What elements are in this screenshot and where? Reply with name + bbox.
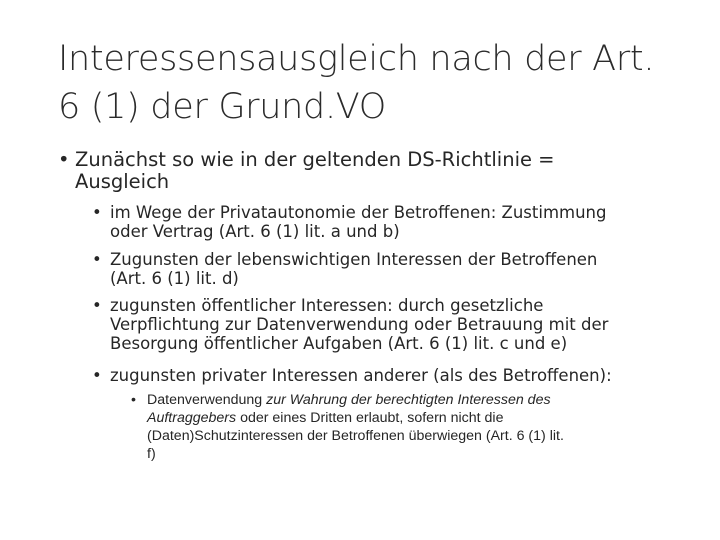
bullet-text-italic: Auftraggebers (147, 410, 237, 426)
slide-title-line-1: Interessensausgleich nach der Art. (58, 39, 655, 79)
bullet-text-line: zugunsten öffentlicher Interessen: durch gesetzliche (110, 296, 544, 315)
bullet-marker: • (92, 296, 102, 315)
bullet-marker: • (92, 250, 102, 269)
bullet-text-line: (Daten)Schutzinteressen der Betroffenen überwiegen (Art. 6 (1) lit. (147, 428, 564, 444)
bullet-text-plain: Datenverwendung (147, 392, 267, 408)
bullet-text-line (147, 409, 564, 427)
bullet-marker: • (92, 203, 102, 222)
bullet-text-line (147, 391, 564, 409)
bullet-text-line: oder Vertrag (Art. 6 (1) lit. a und b) (110, 222, 400, 241)
bullet-marker: • (58, 148, 70, 171)
bullet-text-plain: oder eines Dritten erlaubt, sofern nicht die (236, 410, 504, 426)
bullet-level2 (92, 203, 607, 241)
slide-title (58, 35, 698, 131)
bullet-level2 (92, 250, 598, 288)
bullet-text-line: Besorgung öffentlicher Aufgaben (Art. 6 (1) lit. c und e) (110, 334, 568, 353)
bullet-level2 (92, 296, 609, 353)
slide-title-line-2: 6 (1) der Grund.VO (58, 87, 387, 127)
bullet-level2 (92, 366, 612, 385)
bullet-text-line: Verpflichtung zur Datenverwendung oder Betrauung mit der (110, 315, 609, 334)
bullet-text-line: zugunsten privater Interessen anderer (als des Betroffenen): (110, 366, 612, 385)
bullet-text-line: Ausgleich (75, 170, 170, 193)
bullet-level1 (58, 148, 555, 193)
bullet-text-italic: zur Wahrung der berechtigten Interessen des (266, 392, 551, 408)
bullet-text-line: (Art. 6 (1) lit. d) (110, 269, 239, 288)
bullet-marker: • (92, 366, 102, 385)
bullet-text-line: Zugunsten der lebenswichtigen Interessen der Betroffenen (110, 250, 598, 269)
bullet-text-line: Zunächst so wie in der geltenden DS-Richtlinie = (75, 148, 555, 171)
bullet-marker: • (131, 392, 136, 408)
bullet-text-line: im Wege der Privatautonomie der Betroffenen: Zustimmung (110, 203, 607, 222)
bullet-level3 (131, 391, 564, 463)
bullet-text-line: f) (147, 446, 156, 462)
